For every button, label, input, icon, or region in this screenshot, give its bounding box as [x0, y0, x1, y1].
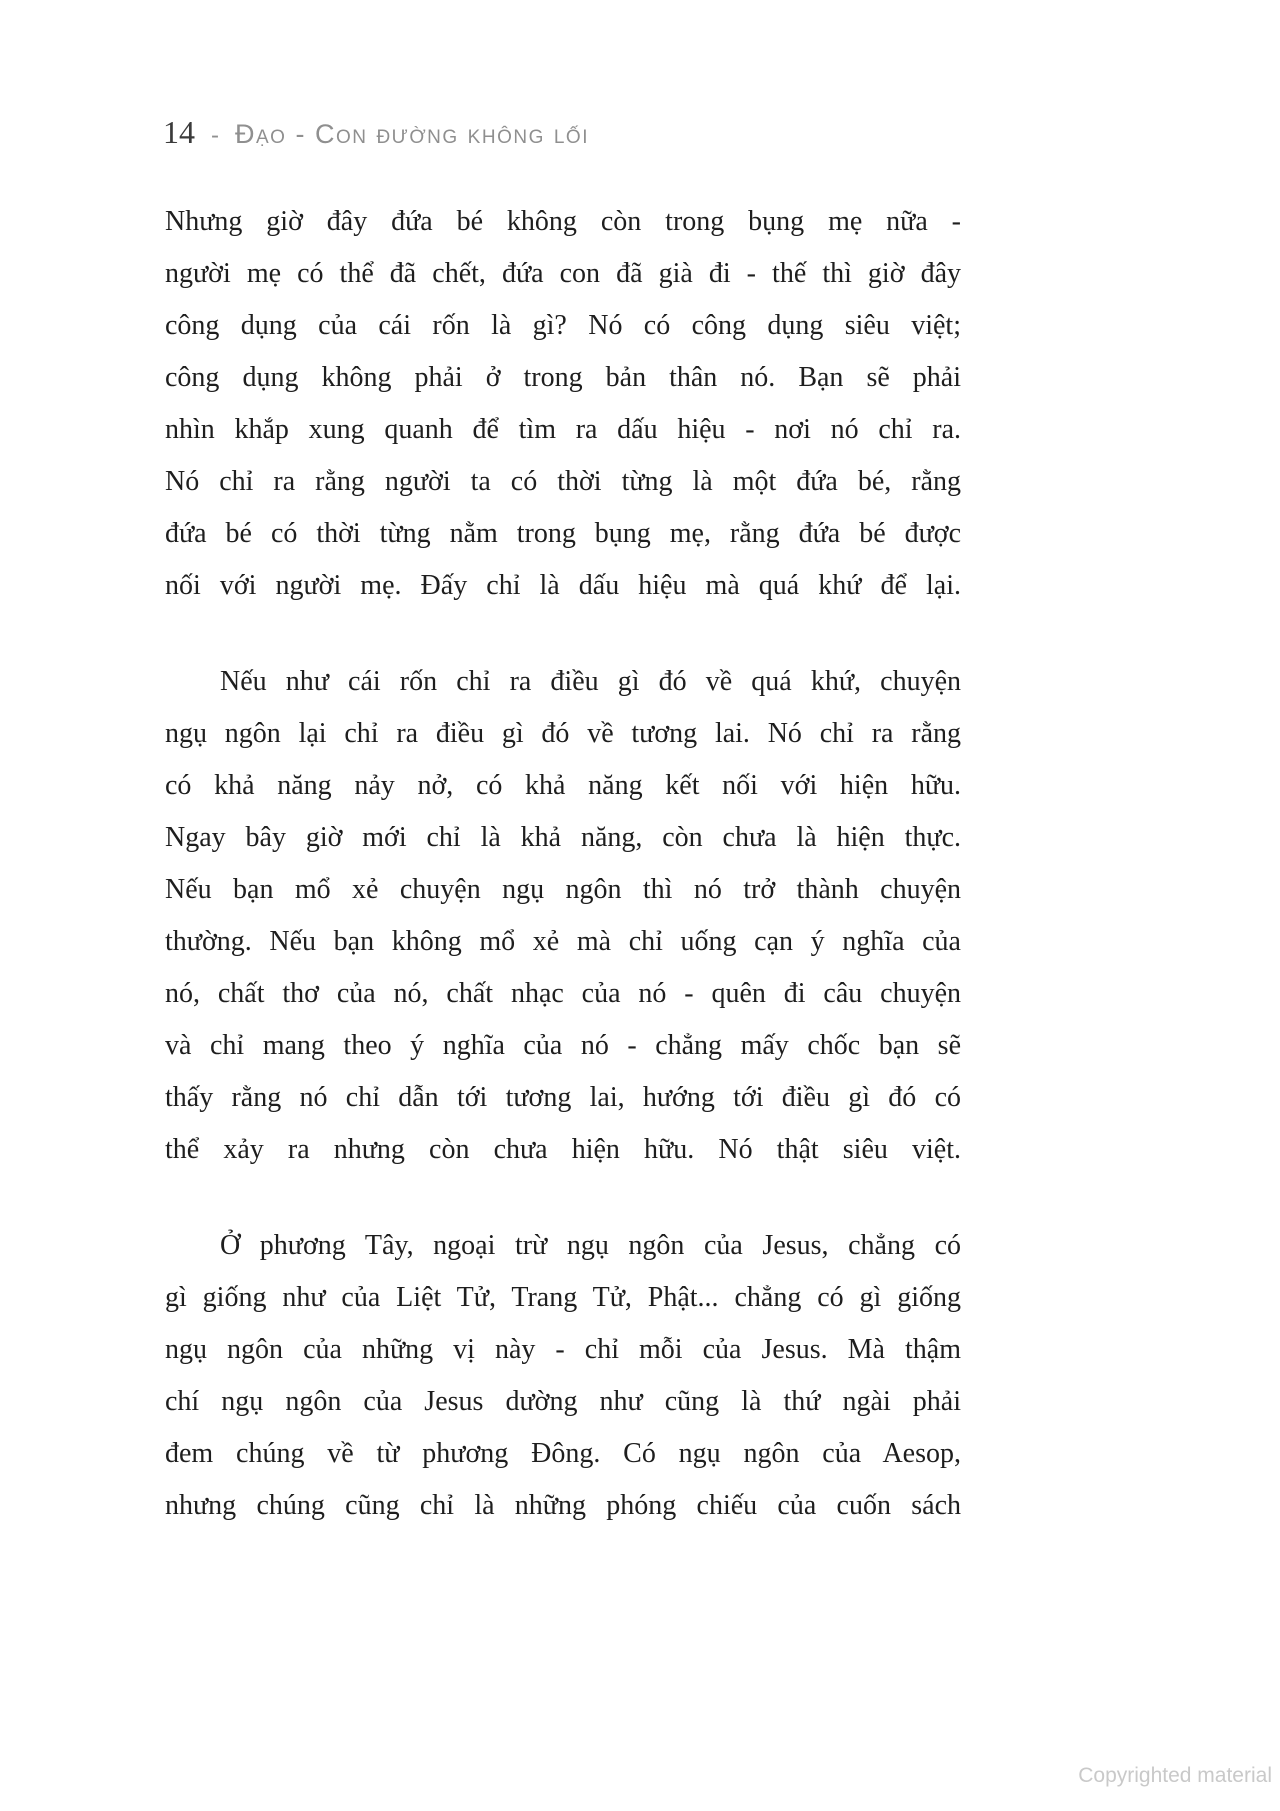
paragraph — [165, 656, 961, 1176]
body-text — [165, 196, 961, 1532]
text-line: chí ngụ ngôn của Jesus dường như cũng là thứ ngài phải — [165, 1386, 961, 1417]
text-line: Ở phương Tây, ngoại trừ ngụ ngôn của Jesus, chẳng có — [220, 1230, 961, 1261]
text-line: gì giống như của Liệt Tử, Trang Tử, Phật... chẳng có gì giống — [165, 1282, 961, 1313]
copyright-notice: Copyrighted material — [1078, 1764, 1272, 1787]
text-line: Nó chỉ ra rằng người ta có thời từng là một đứa bé, rằng — [165, 466, 961, 497]
text-line: ngụ ngôn của những vị này - chỉ mỗi của Jesus. Mà thậm — [165, 1334, 961, 1365]
text-line: nó, chất thơ của nó, chất nhạc của nó - quên đi câu chuyện — [165, 978, 961, 1009]
text-line: ngụ ngôn lại chỉ ra điều gì đó về tương lai. Nó chỉ ra rằng — [165, 718, 961, 749]
text-line: nhưng chúng cũng chỉ là những phóng chiếu của cuốn sách — [165, 1490, 961, 1521]
paragraph — [165, 1220, 961, 1532]
text-line: đem chúng về từ phương Đông. Có ngụ ngôn của Aesop, — [165, 1438, 961, 1469]
text-line: thấy rằng nó chỉ dẫn tới tương lai, hướng tới điều gì đó có — [165, 1082, 961, 1113]
text-line: công dụng của cái rốn là gì? Nó có công dụng siêu việt; — [165, 310, 961, 341]
running-header — [163, 114, 589, 151]
text-line: và chỉ mang theo ý nghĩa của nó - chẳng mấy chốc bạn sẽ — [165, 1030, 961, 1061]
text-line: đứa bé có thời từng nằm trong bụng mẹ, rằng đứa bé được — [165, 518, 961, 549]
text-line: thể xảy ra nhưng còn chưa hiện hữu. Nó thật siêu việt. — [165, 1134, 961, 1165]
text-line: Nếu như cái rốn chỉ ra điều gì đó về quá khứ, chuyện — [220, 666, 961, 697]
text-line: Nếu bạn mổ xẻ chuyện ngụ ngôn thì nó trở thành chuyện — [165, 874, 961, 905]
text-line: có khả năng nảy nở, có khả năng kết nối với hiện hữu. — [165, 770, 961, 801]
text-line: Nhưng giờ đây đứa bé không còn trong bụng mẹ nữa - — [165, 206, 961, 237]
text-line: người mẹ có thể đã chết, đứa con đã già đi - thế thì giờ đây — [165, 258, 961, 289]
paragraph — [165, 196, 961, 612]
header-separator: - — [211, 122, 219, 149]
book-title: Đạo - Con đường không lối — [235, 119, 589, 149]
text-line: thường. Nếu bạn không mổ xẻ mà chỉ uống cạn ý nghĩa của — [165, 926, 961, 957]
text-line: nối với người mẹ. Đấy chỉ là dấu hiệu mà quá khứ để lại. — [165, 570, 961, 601]
text-line: nhìn khắp xung quanh để tìm ra dấu hiệu - nơi nó chỉ ra. — [165, 414, 961, 445]
text-line: công dụng không phải ở trong bản thân nó. Bạn sẽ phải — [165, 362, 961, 393]
page-number: 14 — [163, 114, 195, 150]
text-line: Ngay bây giờ mới chỉ là khả năng, còn chưa là hiện thực. — [165, 822, 961, 853]
